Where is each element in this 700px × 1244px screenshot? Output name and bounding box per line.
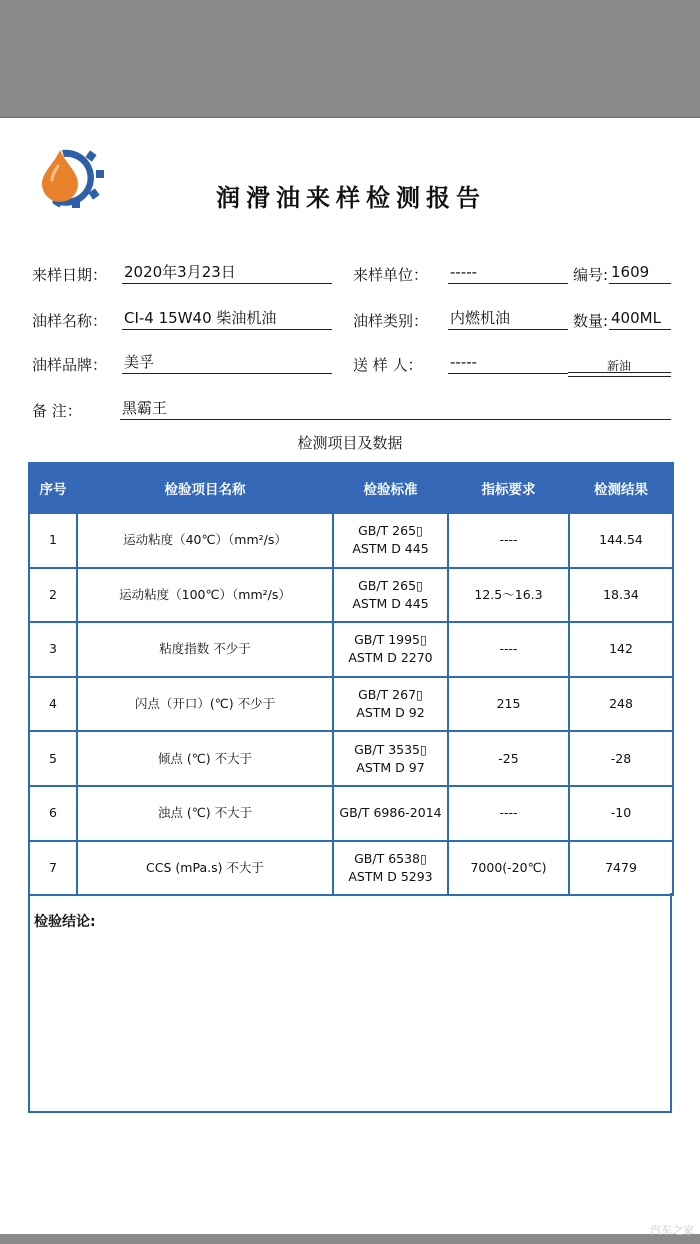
cell-item: 浊点 (℃) 不大于: [77, 786, 333, 841]
cell-requirement: ----: [448, 513, 569, 568]
number-value: 1609: [609, 262, 671, 284]
remarks-value: 黑霸王: [120, 398, 671, 420]
report-title: 润滑油来样检测报告: [216, 183, 486, 212]
test-data-table: [28, 462, 674, 896]
header-standard: 检验标准: [333, 463, 448, 513]
quantity-label: 数量:: [573, 312, 609, 330]
cell-item: 粘度指数 不少于: [77, 622, 333, 677]
table-row: [29, 841, 673, 896]
table-row: [29, 513, 673, 568]
cell-item: CCS (mPa.s) 不大于: [77, 841, 333, 896]
standard-line-2: ASTM D 2270: [348, 650, 433, 666]
cell-no: 1: [29, 513, 77, 568]
cell-no: 6: [29, 786, 77, 841]
cell-standard: [333, 513, 448, 568]
cell-standard: [333, 731, 448, 786]
watermark: 汽车之家: [650, 1224, 694, 1237]
number-label: 编号:: [573, 266, 609, 284]
cell-result: 142: [569, 622, 673, 677]
header-no: 序号: [29, 463, 77, 513]
oil-name-value: CI-4 15W40 柴油机油: [122, 308, 332, 330]
cell-no: 3: [29, 622, 77, 677]
sender-value: -----: [448, 352, 568, 374]
standard-line-1: GB/T 1995▯: [354, 632, 427, 648]
cell-result: 18.34: [569, 568, 673, 623]
standard-line-2: ASTM D 445: [352, 595, 429, 611]
viewer-bottom-band: [0, 1234, 700, 1244]
sender-label: 送 样 人：: [353, 356, 423, 374]
header-result: 检测结果: [569, 463, 673, 513]
standard-line-1: GB/T 267▯: [358, 687, 423, 703]
cell-result: -10: [569, 786, 673, 841]
cell-result: -28: [569, 731, 673, 786]
table-row: [29, 677, 673, 732]
cell-no: 4: [29, 677, 77, 732]
cell-result: 144.54: [569, 513, 673, 568]
cell-result: 248: [569, 677, 673, 732]
standard-line-1: GB/T 265▯: [358, 577, 423, 593]
cell-standard: [333, 622, 448, 677]
table-row: [29, 622, 673, 677]
standard-line-1: GB/T 3535▯: [354, 741, 427, 757]
table-row: [29, 731, 673, 786]
cell-requirement: ----: [448, 622, 569, 677]
cell-standard: [333, 677, 448, 732]
sample-date-label: 来样日期：: [32, 266, 108, 284]
brand-label: 油样品牌：: [32, 356, 108, 374]
header-requirement: 指标要求: [448, 463, 569, 513]
cell-result: 7479: [569, 841, 673, 896]
cell-standard: [333, 841, 448, 896]
cell-item: 闪点（开口）(℃) 不少于: [77, 677, 333, 732]
standard-line-2: ASTM D 92: [356, 705, 425, 721]
sample-unit-value: -----: [448, 262, 568, 284]
cell-standard: [333, 786, 448, 841]
table-row: [29, 786, 673, 841]
cell-requirement: ----: [448, 786, 569, 841]
sample-date-value: 2020年3月23日: [122, 262, 332, 284]
conclusion-label: 检验结论:: [34, 914, 96, 930]
oil-type-label: 油样类别：: [353, 312, 429, 330]
table-header-row: [29, 463, 673, 513]
conclusion-box: [28, 893, 672, 1113]
standard-line-2: ASTM D 445: [352, 541, 429, 557]
cell-no: 7: [29, 841, 77, 896]
cell-item: 倾点 (℃) 不大于: [77, 731, 333, 786]
viewer-top-band: [0, 0, 700, 118]
cell-requirement: 215: [448, 677, 569, 732]
brand-value: 美孚: [122, 352, 332, 374]
cell-no: 2: [29, 568, 77, 623]
cell-no: 5: [29, 731, 77, 786]
cell-requirement: 12.5～16.3: [448, 568, 569, 623]
cell-item: 运动粘度（100℃）（mm²/s）: [77, 568, 333, 623]
header-item: 检验项目名称: [77, 463, 333, 513]
quantity-value: 400ML: [609, 308, 671, 330]
standard-line-1: GB/T 265▯: [358, 523, 423, 539]
cell-requirement: 7000(-20℃): [448, 841, 569, 896]
cell-standard: [333, 568, 448, 623]
standard-line-1: GB/T 6986-2014: [339, 805, 442, 821]
standard-line-1: GB/T 6538▯: [354, 850, 427, 866]
standard-line-2: ASTM D 5293: [348, 868, 433, 884]
table-row: [29, 568, 673, 623]
standard-line-2: ASTM D 97: [356, 759, 425, 775]
oil-name-label: 油样名称：: [32, 312, 108, 330]
cell-requirement: -25: [448, 731, 569, 786]
new-oil-double-line: [568, 372, 671, 377]
cell-item: 运动粘度（40℃）（mm²/s）: [77, 513, 333, 568]
new-oil-note: 新油: [607, 359, 632, 373]
oil-type-value: 内燃机油: [448, 308, 568, 330]
sample-unit-label: 来样单位：: [353, 266, 429, 284]
remarks-label: 备 注：: [32, 402, 82, 420]
section-title: 检测项目及数据: [297, 434, 403, 452]
